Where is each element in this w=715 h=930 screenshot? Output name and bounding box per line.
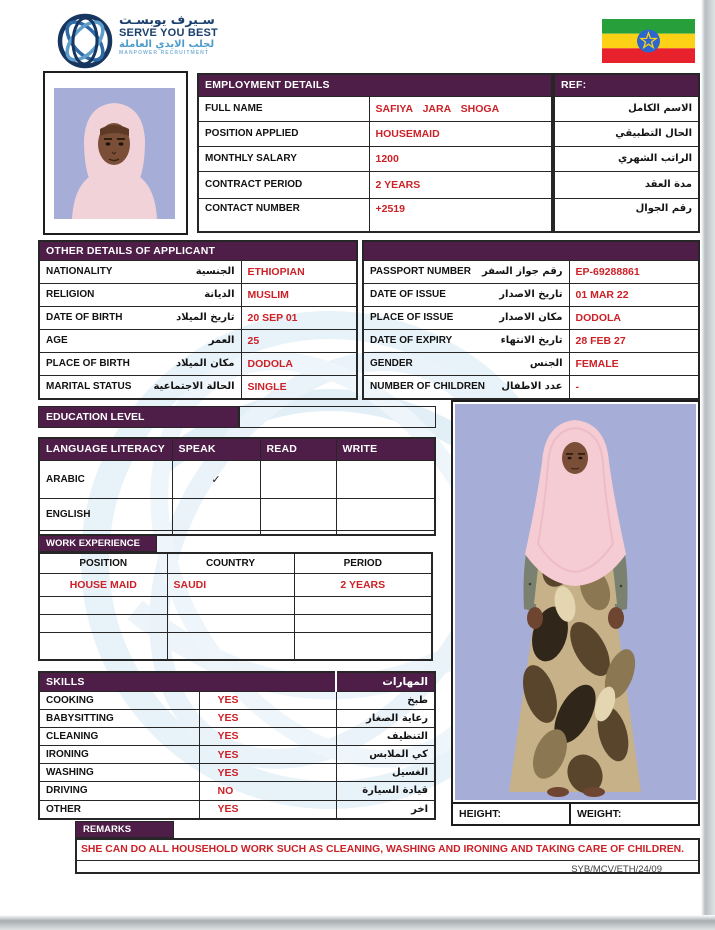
cooking-arabic-label: طبخ	[336, 691, 435, 709]
passport-number-arabic-label: رقم جواز السفر	[481, 266, 563, 277]
contract-period-value: 2 YEARS	[369, 171, 552, 198]
write-column-header: WRITE	[336, 438, 435, 460]
monthly-salary-label: MONTHLY SALARY	[198, 146, 369, 171]
contact-number-label: CONTACT NUMBER	[198, 198, 369, 232]
place-of-birth-label: PLACE OF BIRTH	[46, 358, 130, 370]
age-value: 25	[241, 329, 357, 352]
position-applied-value: HOUSEMAID	[369, 121, 552, 146]
position-column-header: POSITION	[39, 553, 167, 573]
babysitting-label: BABYSITTING	[39, 709, 199, 727]
period-column-header: PERIOD	[294, 553, 432, 573]
religion-value: MUSLIM	[241, 283, 357, 306]
driving-label: DRIVING	[39, 782, 199, 800]
date-of-birth-arabic-label: تاريخ الميلاد	[176, 312, 235, 324]
place-of-issue-value: DODOLA	[569, 306, 699, 329]
language-literacy-column-header: LANGUAGE LITERACY	[39, 438, 172, 460]
babysitting-value: YES	[199, 709, 336, 727]
cooking-value: YES	[199, 691, 336, 709]
contact-number-arabic-label: رقم الجوال	[554, 198, 699, 232]
date-of-issue-arabic-label: تاريخ الاصدار	[499, 289, 563, 301]
experience-empty-cell	[294, 633, 432, 660]
english-speak-cell	[172, 498, 260, 531]
english-write-cell	[336, 498, 435, 531]
marital-status-label: MARITAL STATUS	[46, 381, 132, 393]
experience-empty-cell	[39, 633, 167, 660]
age-arabic-label: العمر	[208, 335, 235, 347]
work-experience-header: WORK EXPERIENCE	[38, 535, 157, 552]
education-level-value	[239, 406, 436, 428]
driving-arabic-label: قيادة السيارة	[336, 782, 435, 800]
height-weight-row	[453, 802, 698, 824]
age-label: AGE	[46, 335, 68, 347]
cleaning-arabic-label: التنظيف	[336, 727, 435, 745]
position-applied-arabic-label: الحال التطبيقي	[554, 121, 699, 146]
date-of-birth-label: DATE OF BIRTH	[46, 312, 123, 324]
height-label: HEIGHT:	[453, 804, 571, 824]
babysitting-arabic-label: رعاية الصغار	[336, 709, 435, 727]
experience-position-value: HOUSE MAID	[39, 573, 167, 596]
washing-value: YES	[199, 764, 336, 782]
employment-details-header: EMPLOYMENT DETAILS	[198, 74, 552, 96]
place-of-birth-value: DODOLA	[241, 352, 357, 375]
read-column-header: READ	[260, 438, 336, 460]
religion-label: RELIGION	[46, 289, 95, 301]
remarks-text: SHE CAN DO ALL HOUSEHOLD WORK SUCH AS CLEANING, WASHING AND IRONING AND TAKING CARE OF CHILDREN.	[76, 839, 699, 860]
contract-period-arabic-label: مدة العقد	[554, 171, 699, 198]
agency-logo-icon	[57, 13, 113, 69]
passport-number-value: EP-69288861	[569, 260, 699, 283]
applicant-portrait-photo	[43, 71, 188, 235]
work-experience-table	[38, 552, 433, 661]
position-applied-label: POSITION APPLIED	[198, 121, 369, 146]
language-arabic-row-label: ARABIC	[39, 460, 172, 498]
nationality-value: ETHIOPIAN	[241, 260, 357, 283]
other-skill-arabic-label: اخر	[336, 800, 435, 819]
place-of-issue-label: PLACE OF ISSUE	[370, 312, 454, 324]
skills-arabic-header: المهارات	[336, 672, 435, 691]
logo-arabic-subtitle: لجلب الايدي العاملة	[119, 39, 215, 51]
marital-status-arabic-label: الحالة الاجتماعية	[153, 381, 235, 393]
full-name-label: FULL NAME	[198, 96, 369, 121]
skills-table	[38, 671, 436, 820]
nationality-arabic-label: الجنسية	[195, 266, 235, 277]
date-of-issue-value: 01 MAR 22	[569, 283, 699, 306]
experience-empty-cell	[167, 633, 294, 660]
contact-number-value: +2519	[369, 198, 552, 232]
empty-read-cell	[260, 531, 336, 535]
cooking-label: COOKING	[39, 691, 199, 709]
education-level-header: EDUCATION LEVEL	[38, 406, 239, 428]
arabic-write-cell	[336, 460, 435, 498]
remarks-header: REMARKS	[75, 821, 174, 838]
logo-arabic-title: سـيرف يوبسـت	[119, 12, 215, 27]
date-of-birth-value: 20 SEP 01	[241, 306, 357, 329]
full-name-arabic-label: الاسم الكامل	[554, 96, 699, 121]
ironing-arabic-label: كي الملابس	[336, 746, 435, 764]
contract-period-label: CONTRACT PERIOD	[198, 171, 369, 198]
number-of-children-value: -	[569, 375, 699, 399]
other-details-left-table	[38, 240, 358, 400]
other-details-header-continued	[363, 241, 699, 260]
date-of-issue-label: DATE OF ISSUE	[370, 289, 446, 301]
empty-write-cell	[336, 531, 435, 535]
experience-empty-cell	[294, 596, 432, 614]
ironing-label: IRONING	[39, 746, 199, 764]
experience-empty-cell	[39, 596, 167, 614]
other-details-header: OTHER DETAILS OF APPLICANT	[39, 241, 357, 260]
arabic-read-cell	[260, 460, 336, 498]
date-of-expiry-arabic-label: تاريخ الانتهاء	[500, 335, 563, 347]
experience-empty-cell	[39, 614, 167, 632]
place-of-issue-arabic-label: مكان الاصدار	[499, 312, 563, 324]
employment-ref-table	[553, 73, 700, 233]
date-of-expiry-value: 28 FEB 27	[569, 329, 699, 352]
country-column-header: COUNTRY	[167, 553, 294, 573]
page-scan-right-edge	[701, 0, 715, 930]
skills-header: SKILLS	[39, 672, 336, 691]
monthly-salary-arabic-label: الراتب الشهري	[554, 146, 699, 171]
language-literacy-table	[38, 437, 436, 536]
agency-logo-text	[119, 13, 229, 56]
arabic-speak-checkmark: ✓	[172, 460, 260, 498]
full-name-value: SAFIYA JARA SHOGA	[369, 96, 552, 121]
date-of-expiry-label: DATE OF EXPIRY	[370, 335, 453, 347]
speak-column-header: SPEAK	[172, 438, 260, 460]
gender-value: FEMALE	[569, 352, 699, 375]
ref-header: REF:	[554, 74, 699, 96]
language-english-row-label: ENGLISH	[39, 498, 172, 531]
cleaning-value: YES	[199, 727, 336, 745]
portrait-photo-image	[54, 88, 175, 219]
experience-empty-cell	[167, 596, 294, 614]
experience-empty-cell	[294, 614, 432, 632]
other-details-right-table	[362, 240, 700, 400]
english-read-cell	[260, 498, 336, 531]
page-scan-bottom-edge	[0, 915, 715, 930]
marital-status-value: SINGLE	[241, 375, 357, 399]
other-skill-label: OTHER	[39, 800, 199, 819]
other-skill-value: YES	[199, 800, 336, 819]
gender-label: GENDER	[370, 358, 413, 370]
driving-value: NO	[199, 782, 336, 800]
document-reference-code: SYB/MCV/ETH/24/09	[571, 864, 662, 875]
logo-title: SERVE YOU BEST	[119, 27, 218, 39]
number-of-children-label: NUMBER OF CHILDREN	[370, 381, 485, 393]
experience-period-value: 2 YEARS	[294, 573, 432, 596]
experience-country-value: SAUDI	[167, 573, 294, 596]
weight-label: WEIGHT:	[577, 808, 622, 820]
religion-arabic-label: الديانة	[204, 289, 235, 301]
number-of-children-arabic-label: عدد الاطفال	[501, 381, 563, 393]
employment-details-table	[197, 73, 553, 233]
ironing-value: YES	[199, 746, 336, 764]
gender-arabic-label: الجنس	[529, 358, 563, 370]
monthly-salary-value: 1200	[369, 146, 552, 171]
full-body-photo-image	[455, 404, 696, 800]
place-of-birth-arabic-label: مكان الميلاد	[176, 358, 235, 370]
nationality-label: NATIONALITY	[46, 266, 113, 277]
logo-subtitle: MANPOWER RECRUITMENT	[119, 49, 210, 56]
applicant-full-body-photo-panel	[451, 400, 700, 826]
washing-arabic-label: الغسيل	[336, 764, 435, 782]
empty-speak-cell	[172, 531, 260, 535]
passport-number-label: PASSPORT NUMBER	[370, 266, 471, 277]
washing-label: WASHING	[39, 764, 199, 782]
ethiopia-flag-icon	[602, 19, 695, 63]
experience-empty-cell	[167, 614, 294, 632]
cleaning-label: CLEANING	[39, 727, 199, 745]
